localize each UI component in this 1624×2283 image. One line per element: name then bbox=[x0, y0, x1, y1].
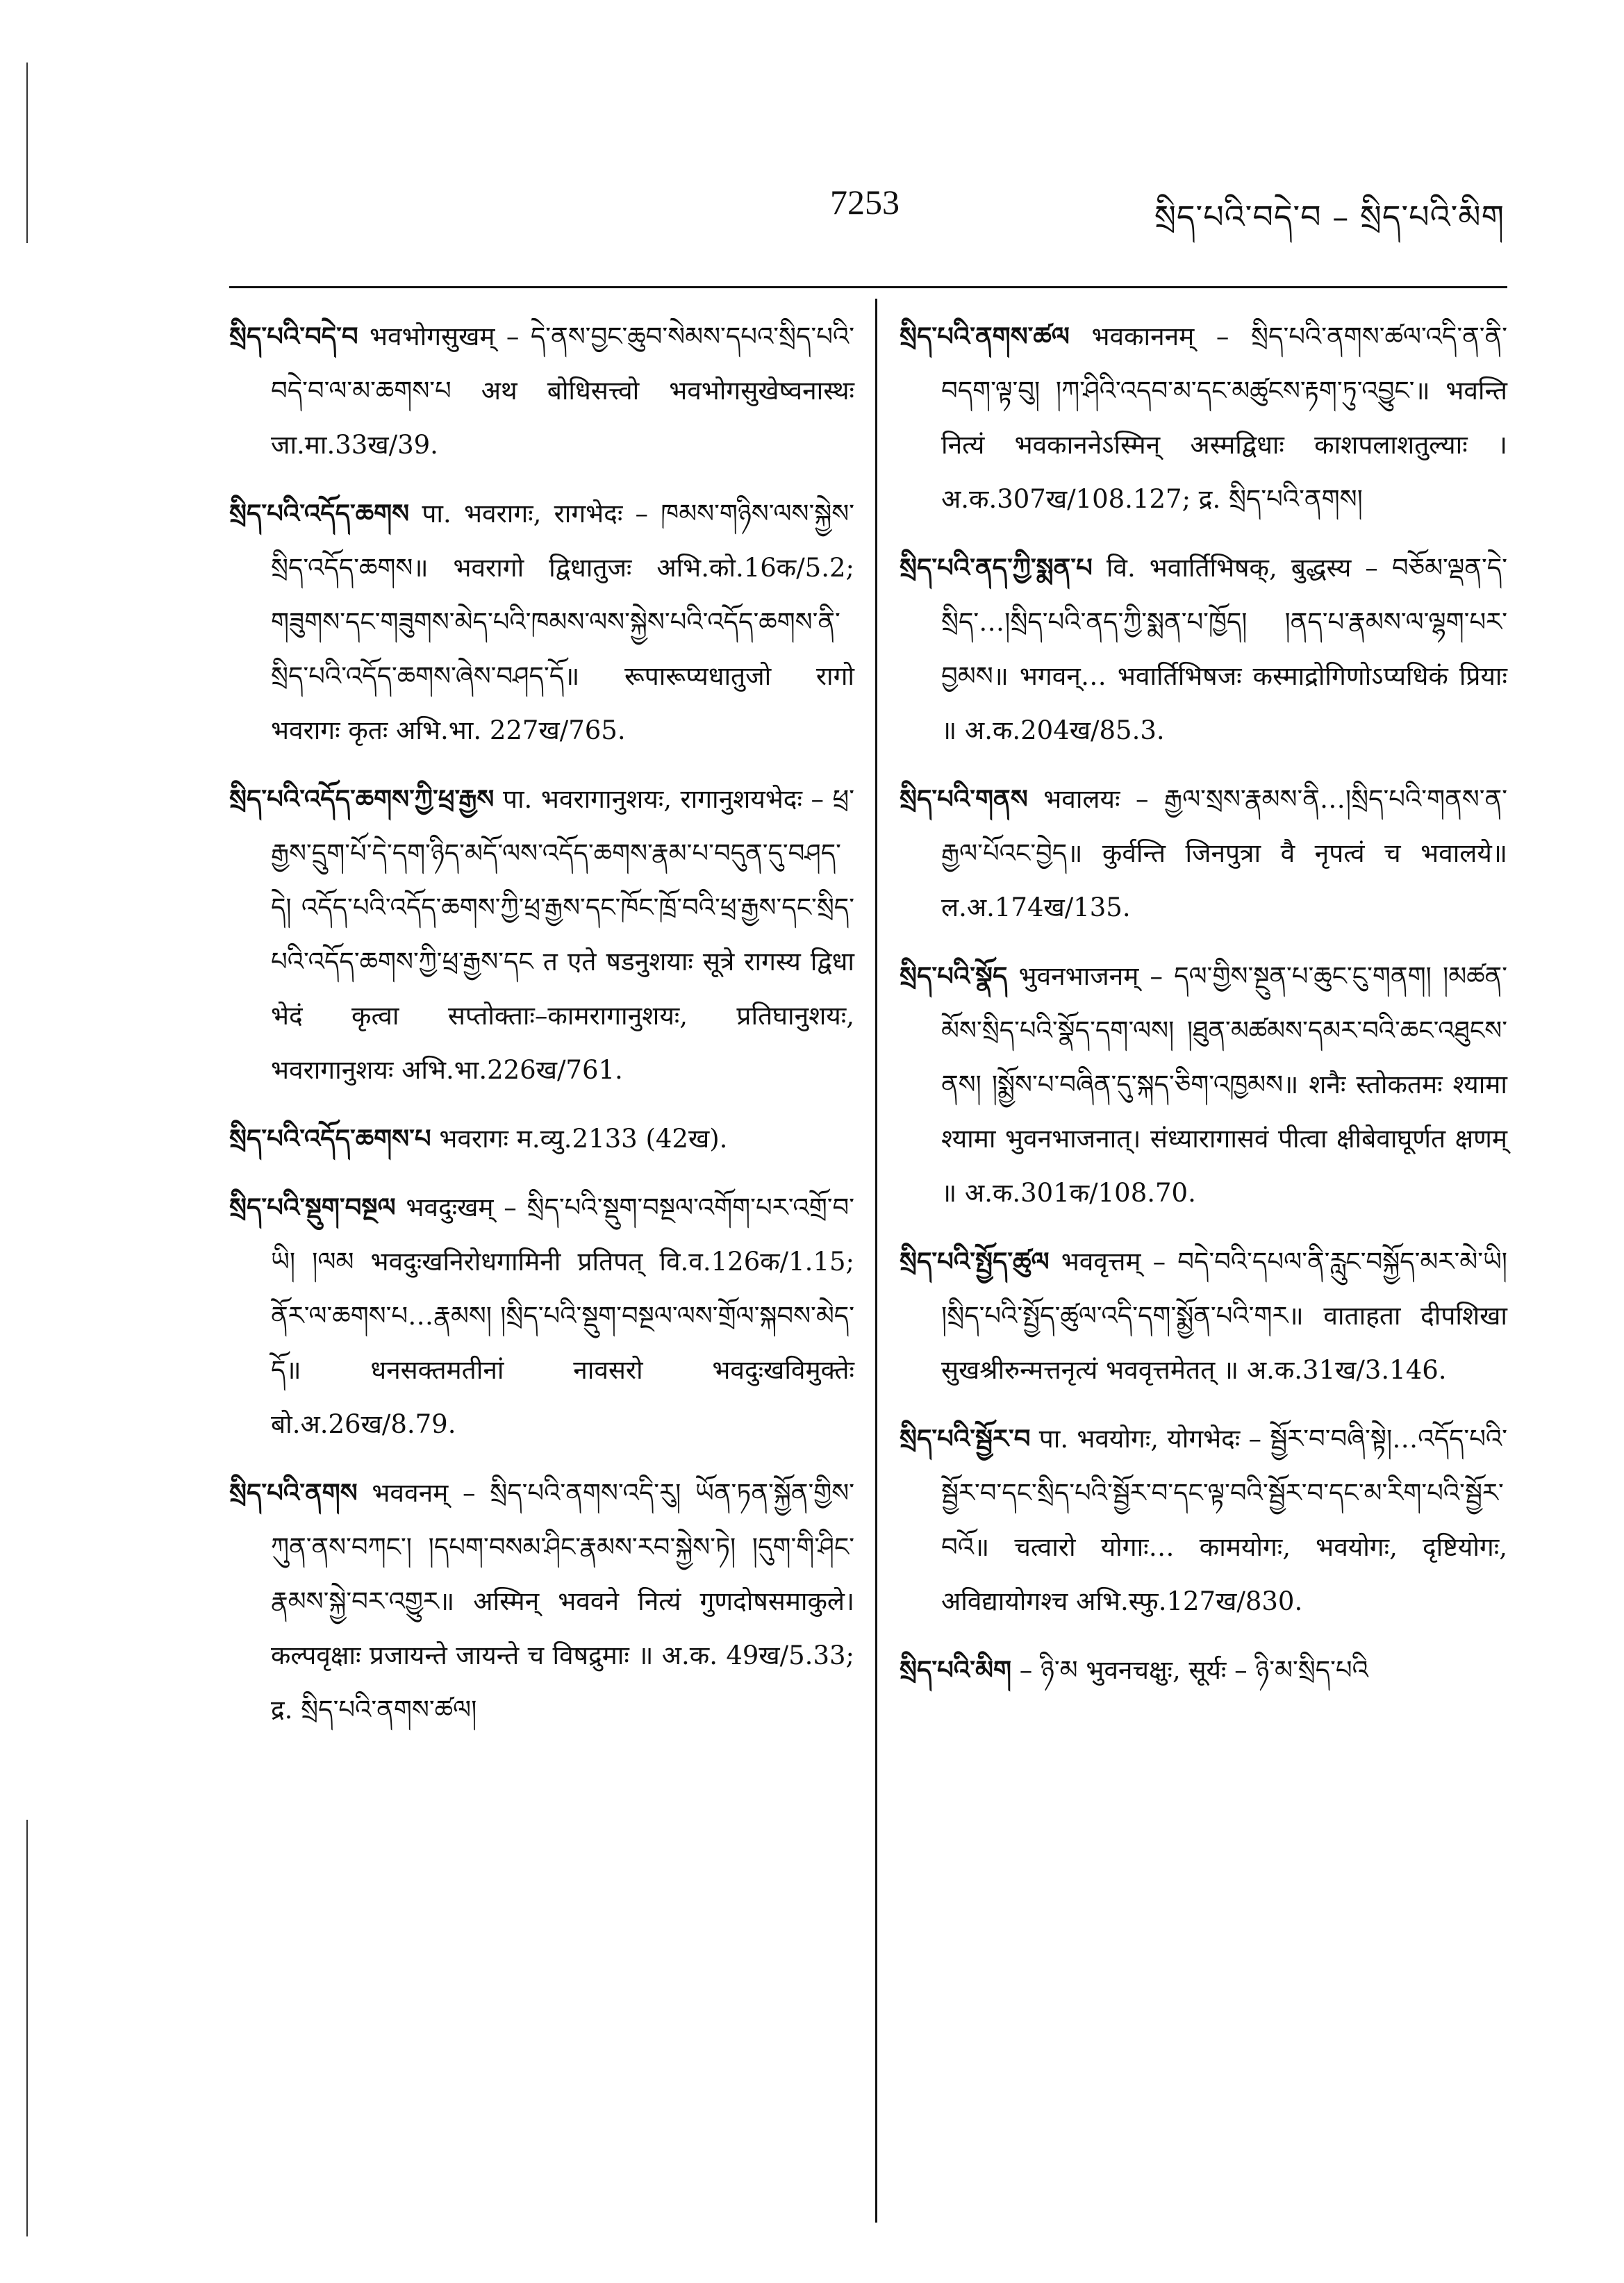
right-column bbox=[900, 309, 1507, 1711]
dictionary-entry bbox=[900, 1411, 1507, 1629]
entry-headword: སྲིད་པའི་འདོད་ཆགས་ཀྱི་ཕྲ་རྒྱས bbox=[229, 783, 495, 814]
dictionary-entry bbox=[900, 772, 1507, 935]
entry-body: भवभोगसुखम् – དེ་ནས་བྱང་ཆུབ་སེམས་དཔའ་སྲིད་པའི་བདེ་བ་ལ་མ་ཆགས་པ अथ बोधिसत्त्वो भवभोगसुखेष्वनास्थः जा.मा.33ख/39. bbox=[271, 322, 854, 460]
entry-body: भववनम् – སྲིད་པའི་ནགས་འདི་རུ། ཡོན་ཏན་སྐྱོན་གྱིས་ཀུན་ནས་བཀང་། །དཔག་བསམ་ཤིང་རྣམས་རབ་སྐྱེས་ཏེ། །དུག་གི་ཤིང་རྣམས་སྐྱེ་བར་འགྱུར॥ अस्मिन् भववने नित्यं गुणदोषसमाकुले। कल्पवृक्षाः प्रजायन्ते जायन्ते च विषद्रुमाः ॥ अ.क. 49ख/5.33; द्र. སྲིད་པའི་ནགས་ཚལ། bbox=[271, 1478, 855, 1725]
top-rule bbox=[229, 286, 1507, 288]
dictionary-entry bbox=[229, 1466, 854, 1737]
entry-body: पा. भवरागानुशयः, रागानुशयभेदः – ཕྲ་རྒྱས་དྲུག་པོ་དེ་དག་ཉིད་མདོ་ལས་འདོད་ཆགས་རྣམ་པ་བདུན་དུ་བཤད་དེ། འདོད་པའི་འདོད་ཆགས་ཀྱི་ཕྲ་རྒྱས་དང་ཁོང་ཁྲོ་བའི་ཕྲ་རྒྱས་དང་སྲིད་པའི་འདོད་ཆགས་ཀྱི་ཕྲ་རྒྱས་དང त एते षडनुशयाः सूत्रे रागस्य द्विधा भेदं कृत्वा सप्तोक्ताः–कामरागानुशयः, प्रतिघानुशयः, भवरागानुशयः अभि.भा.226ख/761. bbox=[271, 784, 854, 1085]
dictionary-entry bbox=[229, 1111, 854, 1166]
dictionary-entry bbox=[900, 949, 1507, 1220]
column-divider bbox=[875, 299, 877, 2223]
dictionary-entry bbox=[900, 1643, 1507, 1697]
scan-edge-mark bbox=[26, 63, 28, 243]
entry-body: भवदुःखम् – སྲིད་པའི་སྡུག་བསྔལ་འགོག་པར་འགྲོ་བ་ཡི། །ལམ भवदुःखनिरोधगामिनी प्रतिपत् वि.व.126क/1.15; ནོར་ལ་ཆགས་པ…རྣམས། །སྲིད་པའི་སྡུག་བསྔལ་ལས་གྲོལ་སྐབས་མེད་དོ॥ धनसक्तमतीनां नावसरो भवदुःखविमुक्तेः बो.अ.26ख/8.79. bbox=[271, 1193, 854, 1439]
entry-body: भवालयः – རྒྱལ་སྲས་རྣམས་ནི…།སྲིད་པའི་གནས་ན་རྒྱལ་པོའང་བྱེད॥ कुर्वन्ति जिनपुत्रा वै नृपत्वं च भवालये॥ ल.अ.174ख/135. bbox=[941, 784, 1508, 922]
dictionary-entry bbox=[229, 1180, 854, 1452]
entry-headword: སྲིད་པའི་སྤྱོད་ཚུལ bbox=[900, 1246, 1050, 1277]
entry-body: पा. भवयोगः, योगभेदः – སྦྱོར་བ་བཞི་སྟེ།…འདོད་པའི་སྦྱོར་བ་དང་སྲིད་པའི་སྦྱོར་བ་དང་ལྟ་བའི་སྦྱོར་བ་དང་མ་རིག་པའི་སྦྱོར་བའོ॥ चत्वारो योगाः… कामयोगः, भवयोगः, दृष्टियोगः, अविद्यायोगश्च अभि.स्फु.127ख/830. bbox=[941, 1424, 1507, 1616]
entry-body: वि. भवार्तिभिषक्, बुद्धस्य – བཅོམ་ལྡན་དེ་སྲིད་…།སྲིད་པའི་ནད་ཀྱི་སྨན་པ་ཁྱོད། །ནད་པ་རྣམས་ལ་ལྷག་པར་བྱམས॥ भगवन्… भवार्तिभिषजः कस्माद्रोगिणोऽप्यधिकं प्रियाः ॥ अ.क.204ख/85.3. bbox=[941, 553, 1507, 745]
entry-headword: སྲིད་པའི་བདེ་བ bbox=[229, 321, 358, 351]
dictionary-entry bbox=[900, 1234, 1507, 1397]
entry-body: भुवनभाजनम् – དལ་གྱིས་སྔུན་པ་ཆུང་ངུ་གནག། །མཚན་མོས་སྲིད་པའི་སྣོད་དག་ལས། །ཐུན་མཚམས་དམར་བའི་ཆང་འཐུངས་ནས། །སྨྱོས་པ་བཞིན་དུ་སྐད་ཅིག་འཁྱམས॥ शनैः स्तोकतमः श्यामा श्यामा भुवनभाजनात्। संध्यारागासवं पीत्वा क्षीबेवाघूर्णत क्षणम् ॥ अ.क.301क/108.70. bbox=[941, 961, 1507, 1208]
scan-edge-mark bbox=[26, 1820, 28, 2236]
entry-body: पा. भवरागः, रागभेदः – ཁམས་གཉིས་ལས་སྐྱེས་སྲིད་འདོད་ཆགས॥ भवरागो द्विधातुजः अभि.को.16क/5.2; གཟུགས་དང་གཟུགས་མེད་པའི་ཁམས་ལས་སྐྱེས་པའི་འདོད་ཆགས་ནི་སྲིད་པའི་འདོད་ཆགས་ཞེས་བཤད་དོ॥ रूपारूप्यधातुजो रागो भवरागः कृतः अभि.भा. 227ख/765. bbox=[271, 499, 854, 745]
page-number: 7253 bbox=[830, 183, 900, 222]
dictionary-entry bbox=[229, 486, 854, 758]
entry-body: भवरागः म.व्यु.2133 (42ख). bbox=[439, 1124, 728, 1154]
entry-headword: སྲིད་པའི་སྦྱོར་བ bbox=[900, 1423, 1031, 1454]
dictionary-entry bbox=[900, 540, 1507, 758]
entry-headword: སྲིད་པའི་ནགས་ཚལ bbox=[900, 321, 1070, 351]
left-column bbox=[229, 309, 854, 1751]
dictionary-entry bbox=[900, 309, 1507, 526]
entry-headword: སྲིད་པའི་འདོད་ཆགས bbox=[229, 498, 410, 529]
entry-body: भवकाननम् – སྲིད་པའི་ནགས་ཚལ་འདི་ན་ནི་བདག་ལྟ་བུ། །ཀ་ཤིའི་འདབ་མ་དང་མཚུངས་རྟག་ཏུ་འབྱུང་॥ भवन्ति नित्यं भवकाननेऽस्मिन् अस्मद्विधाः काशपलाशतुल्याः । अ.क.307ख/108.127; द्र. སྲིད་པའི་ནགས། bbox=[941, 322, 1508, 514]
entry-headword: སྲིད་པའི་གནས bbox=[900, 783, 1028, 814]
entry-headword: སྲིད་པའི་སྣོད bbox=[900, 961, 1008, 991]
entry-body: – ཉི་མ भुवनचक्षुः, सूर्यः – ཉི་མ་སྲིད་པའི bbox=[1019, 1655, 1368, 1685]
dictionary-entry bbox=[229, 772, 854, 1097]
entry-body: भववृत्तम् – བདེ་བའི་དཔལ་ནི་རླུང་བསྐྱོད་མར་མེ་ཡི། །སྲིད་པའི་སྤྱོད་ཚུལ་འདི་དག་སྨྱོན་པའི་གར॥ वाताहता दीपशिखा सुखश्रीरुन्मत्तनृत्यं भववृत्तमेतत् ॥ अ.क.31ख/3.146. bbox=[941, 1247, 1508, 1385]
entry-headword: སྲིད་པའི་སྡུག་བསྔལ bbox=[229, 1192, 396, 1222]
entry-headword: སྲིད་པའི་མིག bbox=[900, 1654, 1011, 1685]
running-head: སྲིད་པའི་བདེ་བ – སྲིད་པའི་མིག bbox=[1154, 198, 1505, 235]
dictionary-entry bbox=[229, 309, 854, 472]
entry-headword: སྲིད་པའི་འདོད་ཆགས་པ bbox=[229, 1123, 431, 1154]
entry-headword: སྲིད་པའི་ནགས bbox=[229, 1477, 358, 1508]
entry-headword: སྲིད་པའི་ནད་ཀྱི་སྨན་པ bbox=[900, 552, 1093, 583]
